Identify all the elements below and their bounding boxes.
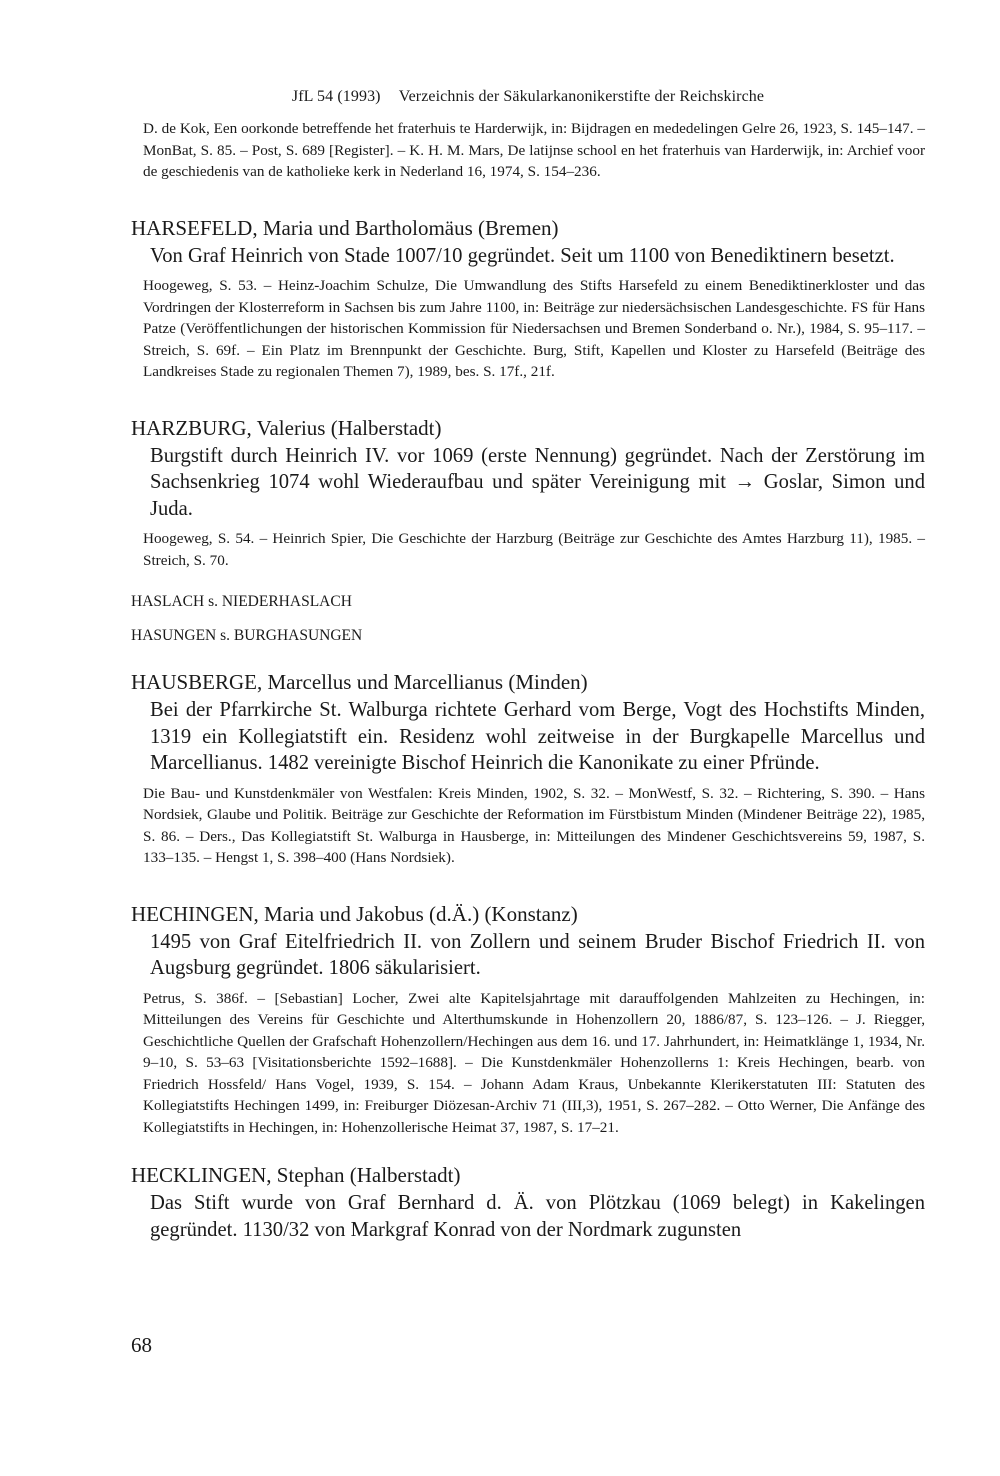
entry-hecklingen	[131, 1162, 925, 1243]
entry-text: Bei der Pfarrkirche St. Walburga richtete Gerhard vom Berge, Vogt des Hochstifts Minden, 1319 ein Kollegiatstift ein. Residenz wohl zeitweise in der Burgkapelle Marcellus und Marcellianus. 1482 vereinigte Bischof Heinrich die Kanonikate zu einer Pfründe.	[150, 699, 925, 774]
entry-literature: Petrus, S. 386f. – [Sebastian] Locher, Zwei alte Kapitelsjahrtage mit darauffolgenden Mahlzeiten zu Hechingen, in: Mitteilungen des Vereins für Geschichte und Alterthumskunde in Hohenzollern 20, 1886/87, S. 123–126. – J. Riegger, Geschichtliche Quellen der Grafschaft Hohenzollern/Hechingen aus dem 16. und 17. Jahrhundert, in: Heimatklänge 1, 1934, Nr. 9–10, S. 53–63 [Visitationsberichte 1592–1688]. – Die Kunstdenkmäler Hohenzollerns 1: Kreis Hechingen, bearb. von Friedrich Hossfeld/ Hans Vogel, 1939, S. 154. – Johann Adam Kraus, Unbekannte Klerikerstatuten III: Statuten des Kollegiatstifts Hechingen 1499, in: Freiburger Diözesan-Archiv 71 (III,3), 1951, S. 267–282. – Otto Werner, Die Anfänge des Kollegiatstifts in Hechingen, in: Hohenzollerische Heimat 37, 1987, S. 17–21.	[143, 989, 925, 1136]
entry-text: Burgstift durch Heinrich IV. vor 1069 (erste Nennung) gegründet. Nach der Zerstörung im Sachsenkrieg 1074 wohl Wiederaufbau und später Vereinigung mit → Goslar, Simon und Juda.	[150, 444, 925, 520]
page-number: 68	[131, 1333, 152, 1357]
entry-heading: HECKLINGEN, Stephan (Halberstadt)	[131, 1163, 461, 1187]
continued-literature: D. de Kok, Een oorkonde betreffende het fraterhuis te Harderwijk, in: Bijdragen en mededelingen Gelre 26, 1923, S. 145–147. – MonBat, S. 85. – Post, S. 689 [Register]. – K. H. M. Mars, De latijnse school en het fraterhuis van Harderwijk, in: Archief voor de geschiedenis van de katholieke kerk in Nederland 16, 1974, S. 154–236.	[143, 120, 925, 180]
cross-reference: HASUNGEN s. BURGHASUNGEN	[131, 627, 363, 644]
cross-reference: HASLACH s. NIEDERHASLACH	[131, 593, 352, 610]
entry-hausberge	[131, 669, 925, 869]
entry-heading: HARZBURG, Valerius (Halberstadt)	[131, 415, 442, 440]
entry-literature: Die Bau- und Kunstdenkmäler von Westfalen: Kreis Minden, 1902, S. 32. – MonWestf, S. 32. – Richtering, S. 390. – Hans Nordsiek, Glaube und Politik. Beiträge zur Geschichte der Reformation im Fürstbistum Minden (Mindener Beiträge 22), 1985, S. 86. – Ders., Das Kollegiatstift St. Walburga in Hausberge, in: Mitteilungen des Mindener Geschichtsvereins 59, 1987, S. 133–135. – Hengst 1, S. 398–400 (Hans Nordsiek).	[143, 784, 925, 866]
entry-heading: HECHINGEN, Maria und Jakobus (d.Ä.) (Konstanz)	[131, 901, 578, 926]
entry-text: Das Stift wurde von Graf Bernhard d. Ä. von Plötzkau (1069 belegt) in Kakelingen gegründet. 1130/32 von Markgraf Konrad von der Nordmark zugunsten	[150, 1192, 925, 1241]
entry-literature: Hoogeweg, S. 54. – Heinrich Spier, Die Geschichte der Harzburg (Beiträge zur Geschichte des Amtes Harzburg 11), 1985. – Streich, S. 70.	[143, 530, 925, 569]
entry-harsefeld	[131, 215, 925, 383]
entry-heading: HARSEFELD, Maria und Bartholomäus (Bremen)	[131, 215, 559, 240]
journal-reference: JfL 54 (1993)	[291, 88, 381, 105]
entry-harzburg	[131, 415, 925, 572]
entry-hechingen	[131, 901, 925, 1139]
page-content	[131, 88, 925, 1249]
running-title: Verzeichnis der Säkularkanonikerstifte der Reichskirche	[398, 88, 765, 105]
entry-text: 1495 von Graf Eitelfriedrich II. von Zollern und seinem Bruder Bischof Friedrich II. von Augsburg gegründet. 1806 säkularisiert.	[150, 930, 925, 979]
entry-literature: Hoogeweg, S. 53. – Heinz-Joachim Schulze, Die Umwandlung des Stifts Harsefeld zu einem Benediktinerkloster und das Vordringen der Klosterreform in Sachsen bis zum Jahre 1100, in: Beiträge zur niedersächsischen Landesgeschichte. FS für Hans Patze (Veröffentlichungen der historischen Kommission für Niedersachsen und Bremen Sonderband o. Nr.), 1984, S. 95–117. – Streich, S. 69f. – Ein Platz im Brennpunkt der Geschichte. Burg, Stift, Kapellen und Kloster zu Harsefeld (Beiträge des Landkreises Stade zu regionalen Themen 7), 1989, bes. S. 17f., 21f.	[143, 277, 925, 380]
entry-heading: HAUSBERGE, Marcellus und Marcellianus (Minden)	[131, 670, 588, 694]
running-head	[131, 88, 925, 106]
entry-text: Von Graf Heinrich von Stade 1007/10 gegründet. Seit um 1100 von Benediktinern besetzt.	[150, 244, 895, 267]
